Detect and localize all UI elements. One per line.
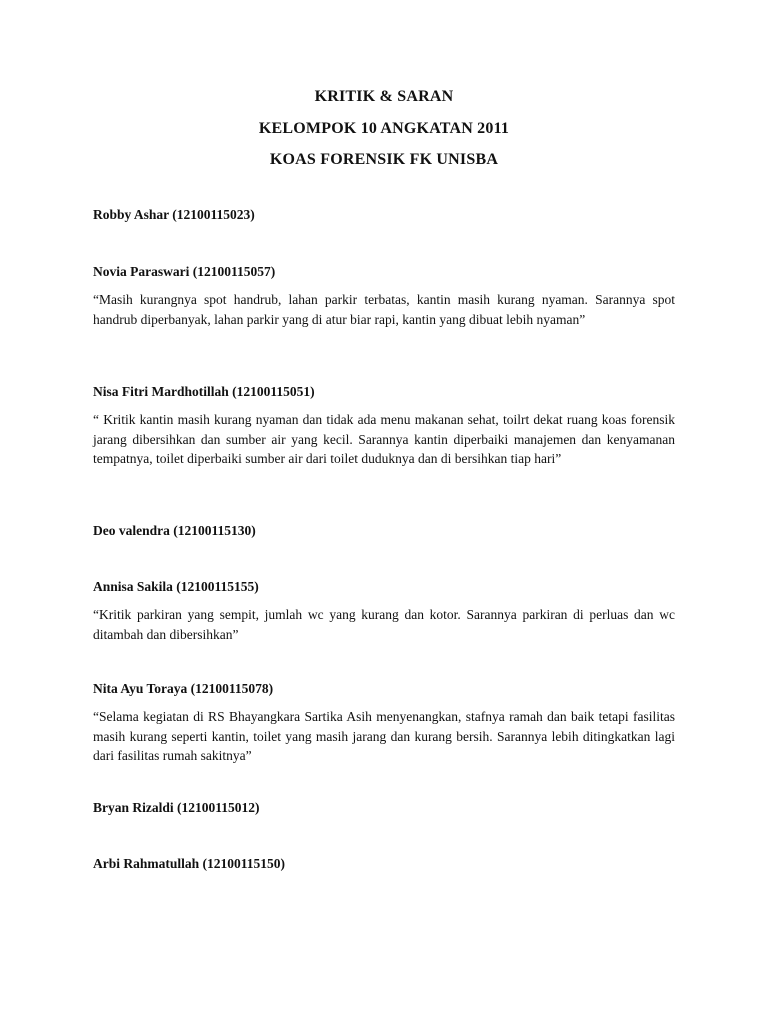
document-title: KRITIK & SARAN (314, 88, 454, 105)
entry-comment: “Masih kurangnya spot handrub, lahan parkir terbatas, kantin masih kurang nyaman. Sarannya spot handrub diperbanyak, lahan parkir yang di atur biar rapi, kantin yang dibuat lebih nyaman” (93, 292, 675, 327)
entry-comment: “Selama kegiatan di RS Bhayangkara Sartika Asih menyenangkan, stafnya ramah dan baik tetapi fasilitas masih kurang seperti kantin, toilet yang masih jarang dan kurang bersih. Sarannya lebih ditingkatkan lagi dari fasilitas rumah sakitnya” (93, 709, 675, 763)
document-subtitle-institution: KOAS FORENSIK FK UNISBA (269, 151, 499, 168)
entry-name: Deo valendra (12100115130) (93, 523, 256, 538)
entry-name: Arbi Rahmatullah (12100115150) (93, 856, 286, 871)
entry-name: Annisa Sakila (12100115155) (93, 579, 259, 594)
entry-comment: “ Kritik kantin masih kurang nyaman dan tidak ada menu makanan sehat, toilrt dekat ruang koas forensik jarang dibersihkan dan sumber air yang kecil. Sarannya kantin diperbaiki manajemen dan kenyamanan tempatnya, toilet diperbaiki sumber air dari toilet duduknya dan di bersihkan tiap hari” (93, 412, 675, 466)
entry-name: Novia Paraswari (12100115057) (93, 264, 276, 279)
entry-name: Nisa Fitri Mardhotillah (12100115051) (93, 384, 315, 399)
entry-name: Bryan Rizaldi (12100115012) (93, 800, 260, 815)
entry-name: Robby Ashar (12100115023) (93, 207, 255, 222)
entry-name: Nita Ayu Toraya (12100115078) (93, 681, 274, 696)
document-subtitle-group: KELOMPOK 10 ANGKATAN 2011 (258, 120, 510, 137)
entry-comment: “Kritik parkiran yang sempit, jumlah wc yang kurang dan kotor. Sarannya parkiran di perluas dan wc ditambah dan dibersihkan” (93, 607, 675, 642)
